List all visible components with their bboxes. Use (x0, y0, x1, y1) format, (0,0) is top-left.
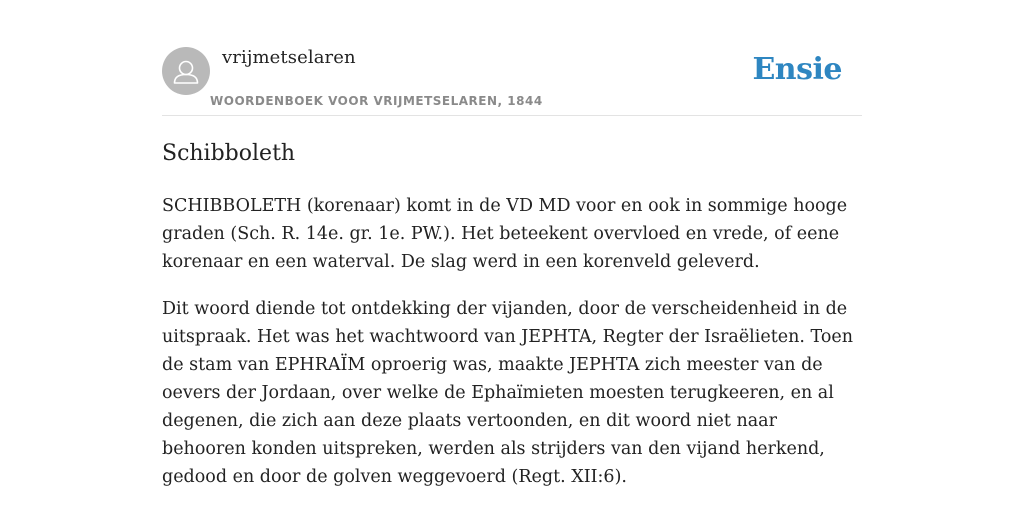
article-body (162, 192, 862, 510)
avatar[interactable] (162, 47, 210, 95)
header (162, 44, 862, 116)
author-name[interactable]: vrijmetselaren (222, 47, 356, 68)
page-title: Schibboleth (162, 141, 296, 166)
source-label[interactable]: WOORDENBOEK VOOR VRIJMETSELAREN, 1844 (210, 94, 543, 108)
brand-logo[interactable]: Ensie (752, 52, 842, 87)
user-icon (162, 47, 210, 95)
paragraph: SCHIBBOLETH (korenaar) komt in de VD MD voor en ook in sommige hooge graden (Sch. R. 14e. gr. 1e. PW.). Het beteekent overvloed en vrede, of eene korenaar en een waterval. De slag werd in een korenveld geleverd. (162, 196, 848, 272)
paragraph: Dit woord diende tot ontdekking der vijanden, door de verscheidenheid in de uitspraak. Het was het wachtwoord van JEPHTA, Regter der Israëlieten. Toen de stam van EPHRAÏM oproerig was, maakte JEPHTA zich meester van de oevers der Jordaan, over welke de Ephaïmieten moesten terugkeeren, en al degenen, die zich aan deze plaats vertoonden, en dit woord niet naar behooren konden uitspreken, werden als strijders van den vijand herkend, gedood en door de golven weggevoerd (Regt. XII:6). (162, 299, 853, 487)
